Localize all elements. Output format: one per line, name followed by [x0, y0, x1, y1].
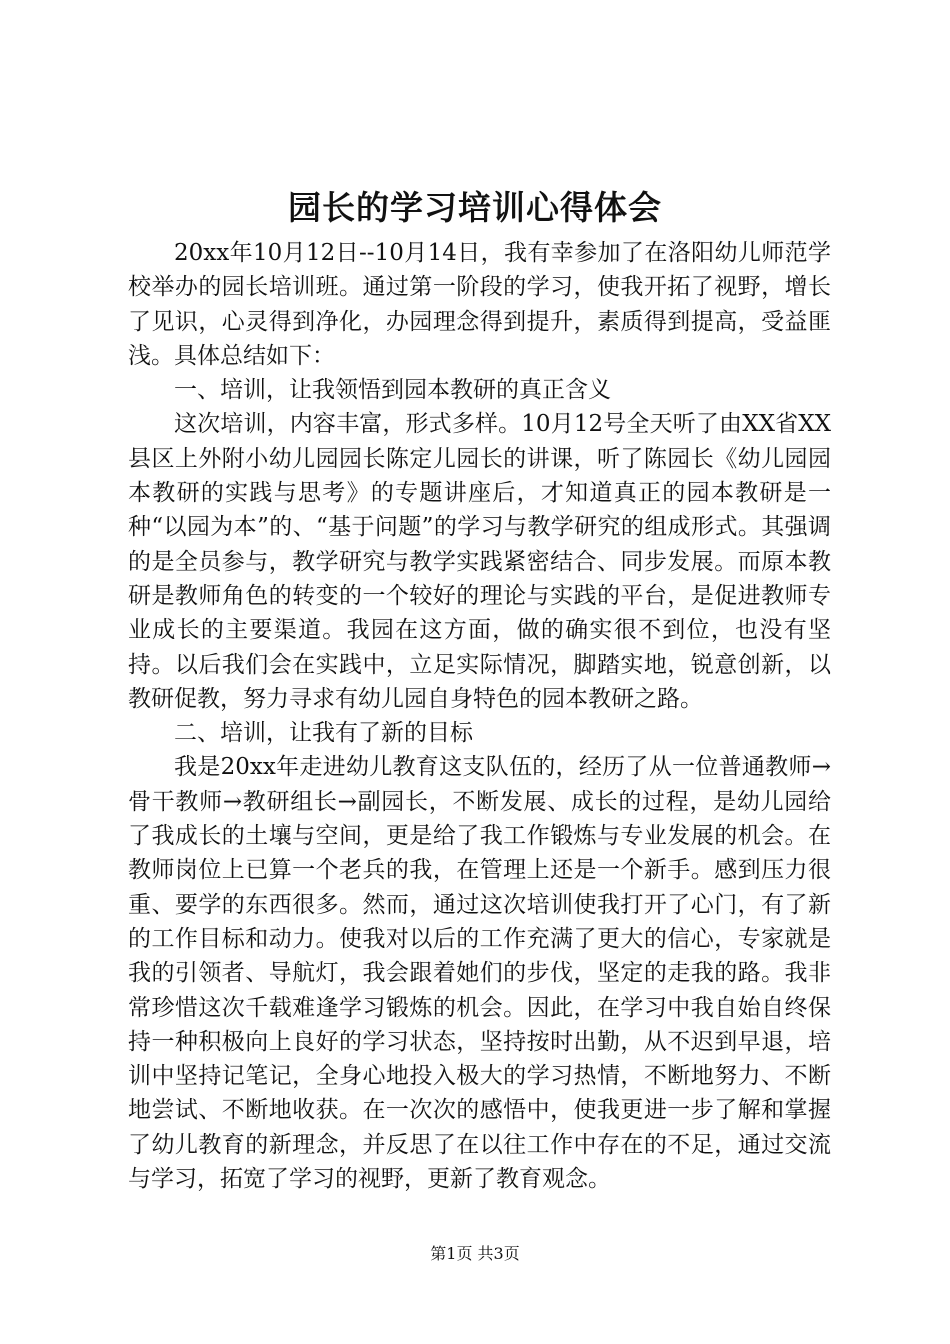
document-body: [128, 236, 831, 1196]
section-2-paragraph: 我是20xx年走进幼儿教育这支队伍的，经历了从一位普通教师→骨干教师→教研组长→副园长，不断发展、成长的过程，是幼儿园给了我成长的土壤与空间，更是给了我工作锻炼与专业发展的机会。在教师岗位上已算一个老兵的我，在管理上还是一个新手。感到压力很重、要学的东西很多。然而，通过这次培训使我打开了心门，有了新的工作目标和动力。使我对以后的工作充满了更大的信心，专家就是我的引领者、导航灯，我会跟着她们的步伐，坚定的走我的路。我非常珍惜这次千载难逢学习锻炼的机会。因此，在学习中我自始自终保持一种积极向上良好的学习状态，坚持按时出勤，从不迟到早退，培训中坚持记笔记，全身心地投入极大的学习热情，不断地努力、不断地尝试、不断地收获。在一次次的感悟中，使我更进一步了解和掌握了幼儿教育的新理念，并反思了在以往工作中存在的不足，通过交流与学习，拓宽了学习的视野，更新了教育观念。: [128, 754, 831, 1193]
section-1-paragraph: 这次培训，内容丰富，形式多样。10月12号全天听了由XX省XX县区上外附小幼儿园园长陈定儿园长的讲课，听了陈园长《幼儿园园本教研的实践与思考》的专题讲座后，才知道真正的园本教研是一种“以园为本”的、“基于问题”的学习与教学研究的组成形式。其强调的是全员参与，教学研究与教学实践紧密结合、同步发展。而原本教研是教师角色的转变的一个较好的理论与实践的平台，是促进教师专业成长的主要渠道。我园在这方面，做的确实很不到位，也没有坚持。以后我们会在实践中，立足实际情况，脚踏实地，锐意创新，以教研促教，努力寻求有幼儿园自身特色的园本教研之路。: [128, 411, 831, 712]
document-title: 园长的学习培训心得体会: [288, 188, 662, 227]
section-heading-1: 一、培训，让我领悟到园本教研的真正含义: [174, 377, 611, 404]
intro-paragraph: 20xx年10月12日--10月14日，我有幸参加了在洛阳幼儿师范学校举办的园长培训班。通过第一阶段的学习，使我开拓了视野，增长了见识，心灵得到净化，办园理念得到提升，素质得到提高，受益匪浅。具体总结如下：: [128, 240, 831, 369]
page-footer: 第1页 共3页: [430, 1244, 520, 1263]
section-heading-2: 二、培训，让我有了新的目标: [174, 720, 473, 747]
